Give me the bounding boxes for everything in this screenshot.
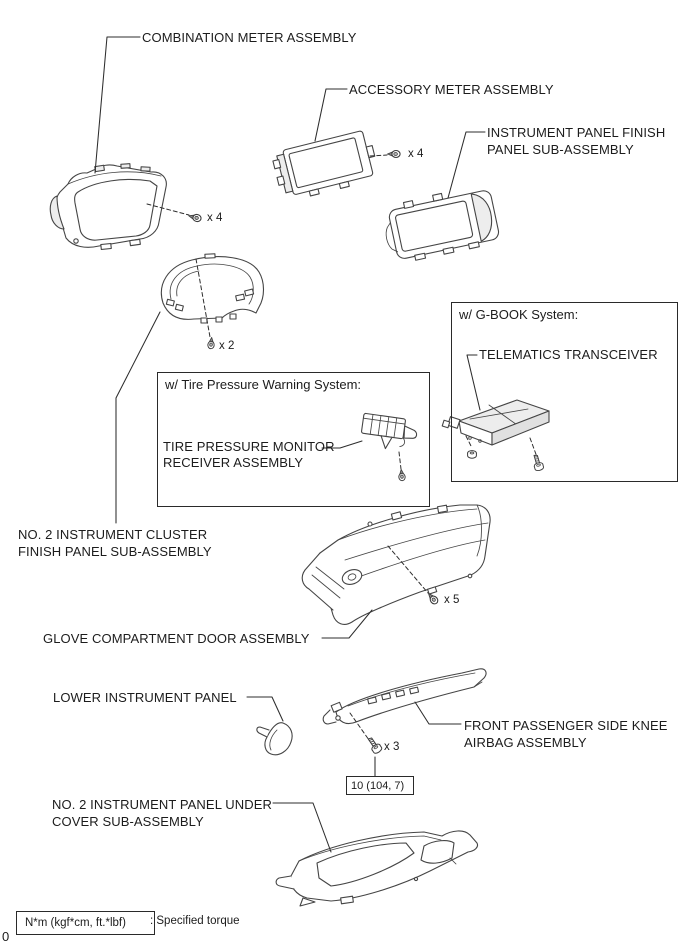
qty-knee-airbag-bolts: x 3 [384, 741, 400, 753]
label-combination-meter-assembly: COMBINATION METER ASSEMBLY [142, 30, 357, 45]
label-tire-pressure-monitor-receiver [163, 439, 335, 471]
label-telematics-transceiver: TELEMATICS TRANSCEIVER [479, 347, 658, 362]
label-line: PANEL SUB-ASSEMBLY [487, 142, 634, 157]
label-line: TIRE PRESSURE MONITOR [163, 439, 335, 454]
qty-glove-door-screws: x 5 [444, 594, 460, 606]
under-cover-drawing [276, 831, 477, 906]
qty-accessory-meter-screws: x 4 [408, 148, 424, 160]
combination-meter-drawing [50, 164, 166, 250]
bolt-icon [366, 735, 383, 754]
label-line: FINISH PANEL SUB-ASSEMBLY [18, 544, 212, 559]
label-glove-compartment-door-assembly: GLOVE COMPARTMENT DOOR ASSEMBLY [43, 631, 310, 646]
lower-instrument-panel-drawing [257, 723, 292, 755]
knee-airbag-drawing [323, 669, 486, 724]
page-number: 0 [2, 929, 10, 944]
no2-cluster-finish-panel-drawing [161, 254, 263, 323]
screw-icon [388, 151, 401, 158]
screw-icon [208, 337, 215, 349]
tire-pressure-callout-title: w/ Tire Pressure Warning System: [165, 377, 362, 392]
gbook-callout-box [451, 302, 678, 482]
label-instrument-panel-finish-panel [487, 124, 665, 158]
qty-cluster-finish-screws: x 2 [219, 340, 235, 352]
label-line: NO. 2 INSTRUMENT CLUSTER [18, 527, 208, 542]
accessory-meter-drawing [271, 129, 380, 203]
label-line: INSTRUMENT PANEL FINISH [487, 125, 666, 140]
screw-icon [188, 212, 202, 222]
label-lower-instrument-panel: LOWER INSTRUMENT PANEL [53, 690, 237, 705]
label-line: AIRBAG ASSEMBLY [464, 735, 587, 750]
label-no2-instrument-cluster-finish-panel [18, 526, 212, 560]
gbook-callout-title: w/ G-BOOK System: [459, 307, 579, 322]
qty-combination-meter-screws: x 4 [207, 212, 223, 224]
legend-torque-units-box: N*m (kgf*cm, ft.*lbf) [16, 911, 155, 935]
label-accessory-meter-assembly: ACCESSORY METER ASSEMBLY [349, 82, 554, 97]
label-line: COVER SUB-ASSEMBLY [52, 814, 204, 829]
label-front-passenger-knee-airbag [464, 717, 668, 751]
instrument-panel-finish-panel-drawing [380, 183, 501, 265]
glove-compartment-door-drawing [302, 505, 490, 624]
label-line: NO. 2 INSTRUMENT PANEL UNDER [52, 797, 272, 812]
legend-torque-meaning: : Specified torque [150, 915, 240, 927]
label-no2-instrument-panel-under-cover [52, 796, 272, 830]
label-line: FRONT PASSENGER SIDE KNEE [464, 718, 668, 733]
torque-spec-box: 10 (104, 7) [346, 776, 414, 795]
label-line: RECEIVER ASSEMBLY [163, 455, 304, 470]
